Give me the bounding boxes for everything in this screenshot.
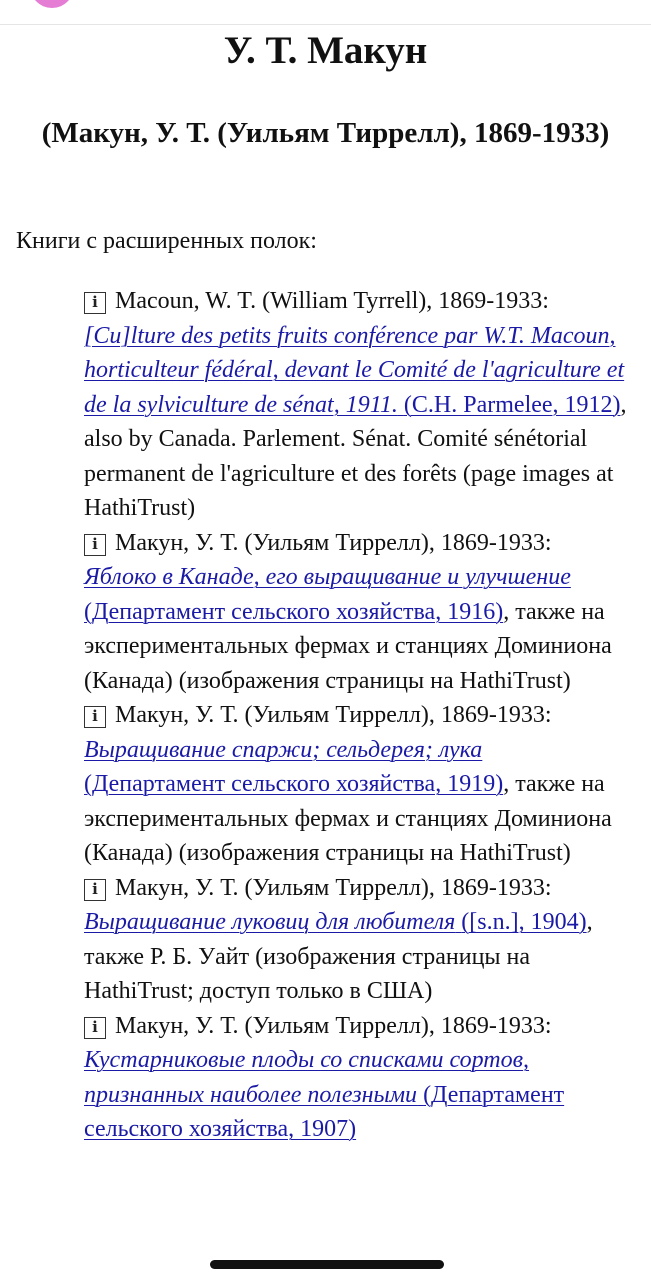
intro-text: Книги с расширенных полок: [16, 228, 317, 254]
book-title[interactable]: Выращивание спаржи; сельдерея; лука [84, 736, 483, 763]
book-author: Macoun, W. T. (William Tyrrell), 1869-1933: [115, 288, 549, 314]
book-item [84, 526, 629, 699]
book-note: , также на экспериментальных фермах и станциях Доминиона (Канада) (изображения страницы на HathiTrust) [84, 598, 612, 694]
book-note: , также Р. Б. Уайт (изображения страницы на HathiTrust; доступ только в США) [84, 909, 593, 1004]
book-title[interactable]: Кустарниковые плоды со списками сортов, признанных наиболее полезными [84, 1047, 530, 1108]
book-title[interactable]: [Cu]lture des petits fruits conférence par W.T. Macoun, horticulteur fédéral, devant le Comité de l'agriculture et de la sylviculture de sénat, 1911. [84, 322, 625, 418]
book-publisher[interactable]: ([s.n.], 1904) [461, 909, 587, 935]
avatar[interactable] [30, 0, 74, 8]
info-icon[interactable]: i [84, 534, 106, 556]
book-item [84, 284, 629, 526]
book-author: Макун, У. Т. (Уильям Тиррелл), 1869-1933: [115, 702, 552, 728]
book-link[interactable] [84, 323, 624, 418]
book-link[interactable] [84, 564, 571, 625]
book-author: Макун, У. Т. (Уильям Тиррелл), 1869-1933: [115, 529, 552, 556]
book-publisher[interactable]: (Департамент сельского хозяйства, 1919) [84, 771, 504, 797]
info-icon[interactable]: i [84, 879, 106, 901]
book-item [84, 698, 629, 871]
book-publisher[interactable]: (C.H. Parmelee, 1912) [403, 391, 621, 418]
info-icon[interactable]: i [84, 292, 106, 314]
book-link[interactable] [84, 1047, 564, 1142]
book-title[interactable]: Выращивание луковиц для любителя [84, 909, 456, 935]
book-title[interactable]: Яблоко в Канаде, его выращивание и улучшение [84, 564, 571, 590]
book-publisher[interactable]: (Департамент сельского хозяйства, 1916) [84, 598, 504, 625]
info-icon[interactable]: i [84, 1017, 106, 1039]
info-icon[interactable]: i [84, 706, 106, 728]
home-indicator[interactable] [210, 1260, 444, 1269]
book-item [84, 871, 629, 1009]
book-link[interactable] [84, 737, 503, 798]
page-subtitle: (Макун, У. Т. (Уильям Тиррелл), 1869-1933) [41, 117, 610, 149]
book-link[interactable] [84, 909, 587, 935]
book-publisher[interactable]: (Департамент сельского хозяйства, 1907) [84, 1081, 565, 1142]
book-item [84, 1009, 629, 1147]
book-author: Макун, У. Т. (Уильям Тиррелл), 1869-1933: [115, 874, 552, 901]
book-note: , также на экспериментальных фермах и станциях Доминиона (Канада) (изображения страницы на HathiTrust) [84, 771, 612, 866]
browser-top-edge [0, 0, 651, 25]
book-author: Макун, У. Т. (Уильям Тиррелл), 1869-1933: [115, 1012, 552, 1039]
book-list [84, 284, 629, 1147]
book-note: , also by Canada. Parlement. Sénat. Comité sénétorial permanent de l'agriculture et des forêts (page images at HathiTrust) [84, 391, 627, 521]
page-title: У. Т. Макун [223, 29, 428, 72]
